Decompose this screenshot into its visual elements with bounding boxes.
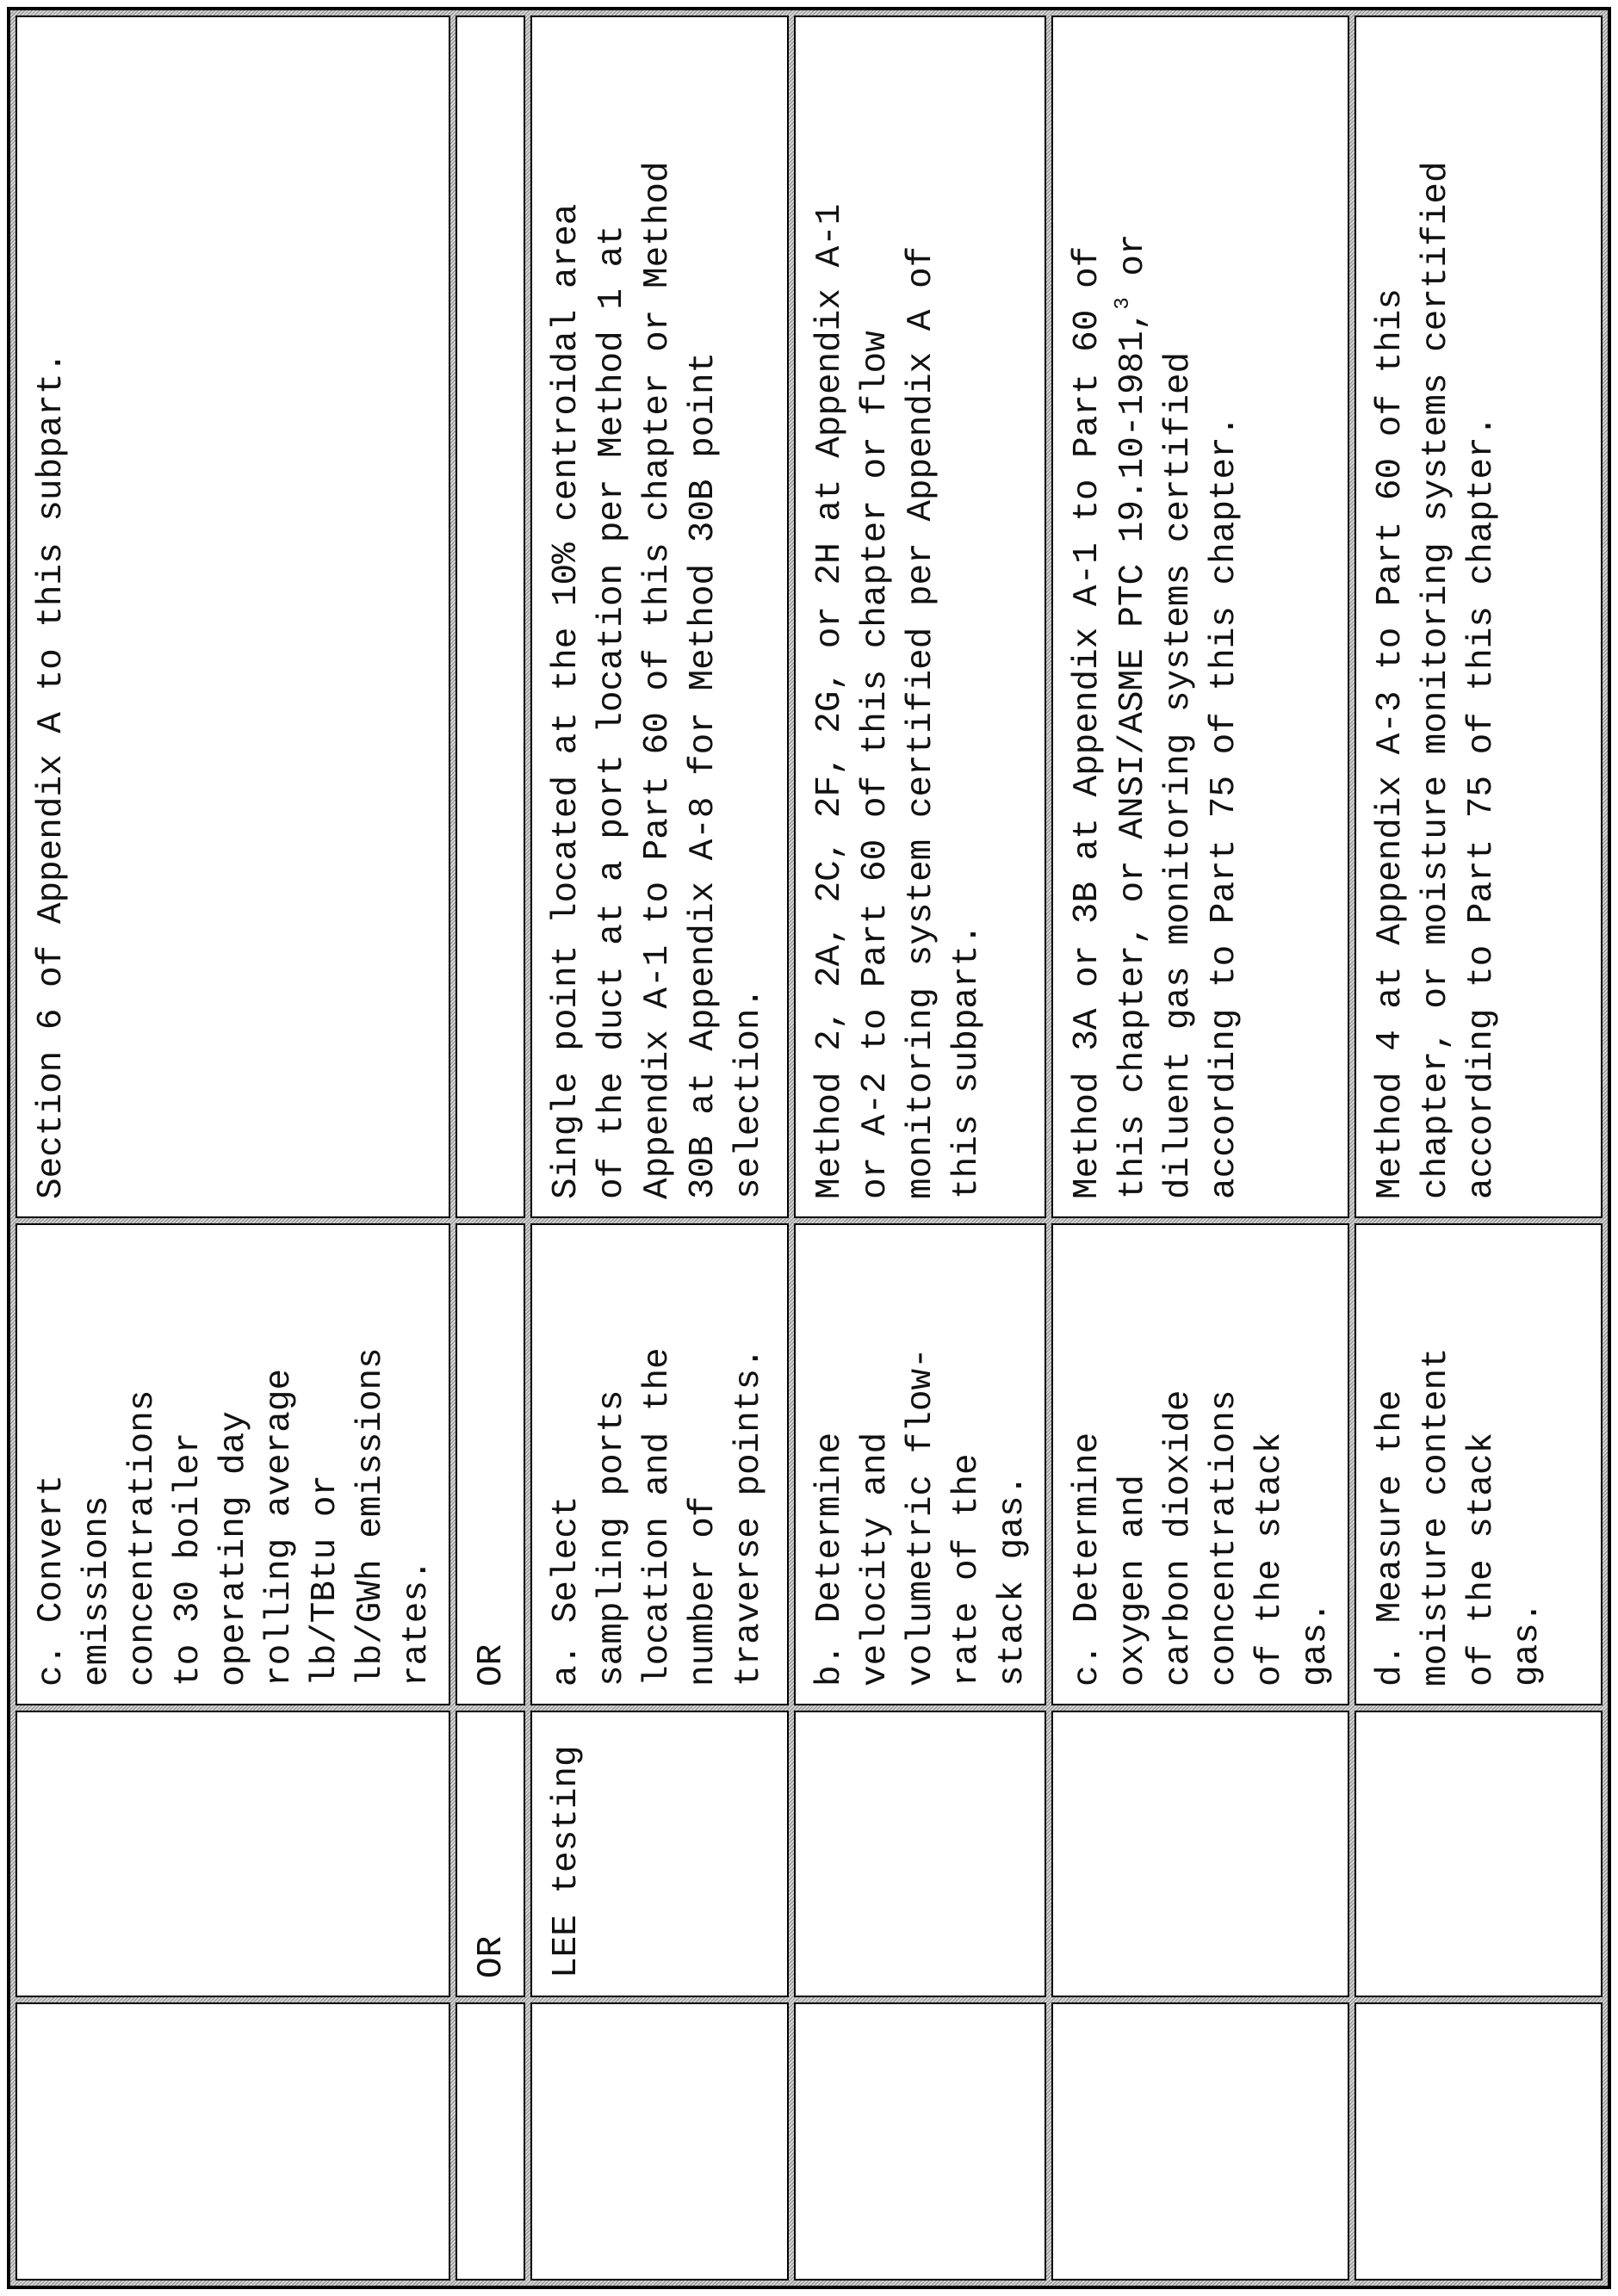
table-row (794, 15, 1046, 2281)
table-cell (1051, 2002, 1349, 2281)
table-row (15, 15, 450, 2281)
table-cell (15, 2002, 450, 2281)
table-cell: LEE testing (530, 1711, 789, 1997)
table-cell (1051, 1711, 1349, 1997)
requirements-table (7, 7, 1611, 2289)
table-cell (1051, 15, 1349, 1218)
table-cell: Section 6 of Appendix A to this subpart. (15, 15, 450, 1218)
table-row (530, 15, 789, 2281)
table-cell (456, 2002, 525, 2281)
cell-text: Method 3A or 3B at Appendix A-1 to Part 60 of this chapter, or ANSI/ASME PTC 19.10-1981, (1068, 245, 1153, 1199)
table-cell: Method 4 at Appendix A-3 to Part 60 of this chapter, or moisture monitoring systems certified according to Part 75 of this chapter. (1355, 15, 1603, 1218)
table-cell (794, 1711, 1046, 1997)
table-cell: d. Measure the moisture content of the stack gas. (1355, 1223, 1603, 1705)
table-row (1355, 15, 1603, 2281)
table-cell: OR (456, 1223, 525, 1705)
table-cell: a. Select sampling ports location and the number of traverse points. (530, 1223, 789, 1705)
table-cell (1355, 2002, 1603, 2281)
table-cell: c. Determine oxygen and carbon dioxide concentrations of the stack gas. (1051, 1223, 1349, 1705)
table-row (456, 15, 525, 2281)
table-cell: Single point located at the 10% centroidal area of the duct at a port location per Method 1 at Appendix A-1 to Part 60 of this chapter or Method 30B at Appendix A-8 for Method 30B point selection. (530, 15, 789, 1218)
table-cell (1355, 1711, 1603, 1997)
cell-text: or diluent gas monitoring systems certified according to Part 75 of this chapter. (1113, 233, 1244, 1199)
table-cell (794, 2002, 1046, 2281)
table-row (1051, 15, 1349, 2281)
table-cell: Method 2, 2A, 2C, 2F, 2G, or 2H at Appendix A-1 or A-2 to Part 60 of this chapter or flow monitoring system certified per Appendix A of this subpart. (794, 15, 1046, 1218)
footnote-marker: 3 (1112, 297, 1135, 310)
table-cell: b. Determine velocity and volumetric flow- rate of the stack gas. (794, 1223, 1046, 1705)
table-cell (456, 15, 525, 1218)
table-cell: OR (456, 1711, 525, 1997)
table-cell: c. Convert emissions concentrations to 30 boiler operating day rolling average lb/TBtu or lb/GWh emissions rates. (15, 1223, 450, 1705)
table-cell (15, 1711, 450, 1997)
table-cell (530, 2002, 789, 2281)
